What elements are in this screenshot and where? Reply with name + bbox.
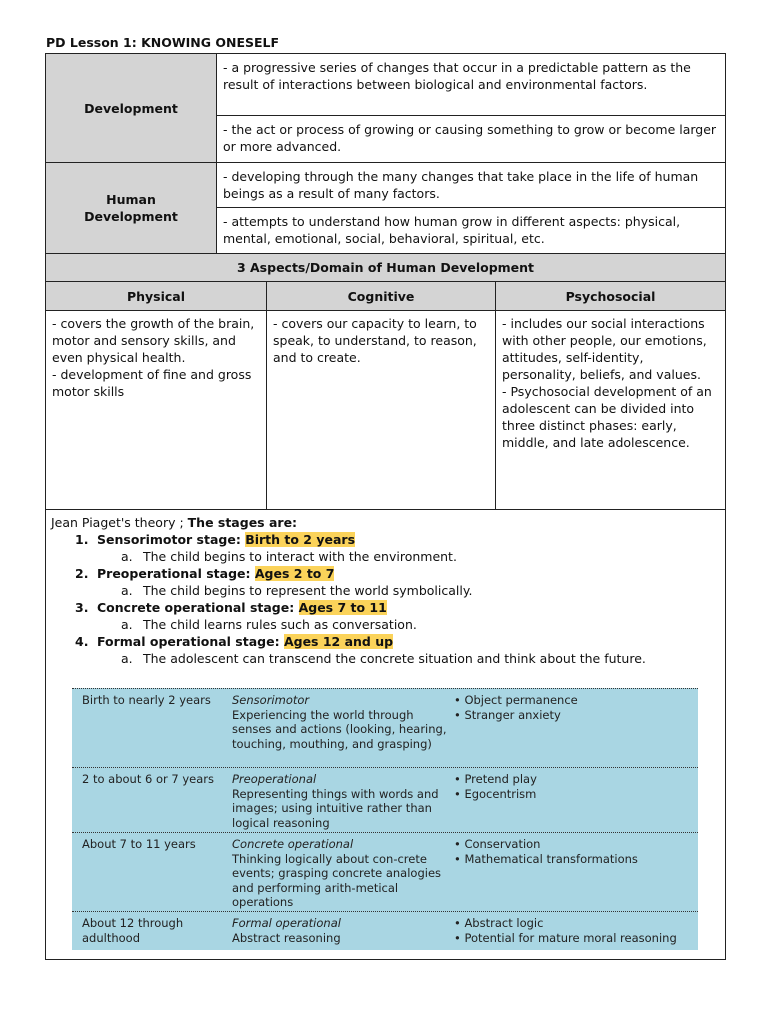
- stage-number: 3.: [75, 600, 89, 615]
- stage-age-highlight: Ages 2 to 7: [254, 566, 335, 581]
- table-trait: • Object permanence: [454, 693, 578, 707]
- stage-description: The child learns rules such as conversation.: [143, 617, 417, 632]
- stage-item: [75, 599, 721, 616]
- table-age: About 12 through adulthood: [82, 916, 184, 945]
- definition-development-2: - the act or process of growing or causing something to grow or become larger or more advanced.: [216, 115, 726, 163]
- aspect-physical-text: - covers the growth of the brain, motor and sensory skills, and even physical health. - development of fine and gross motor skills: [45, 310, 267, 510]
- piaget-stage-table: [72, 688, 698, 950]
- table-traits: [454, 772, 694, 801]
- aspect-header-cognitive: Cognitive: [266, 281, 496, 311]
- stage-name: Concrete operational stage:: [97, 600, 299, 615]
- document-title: PD Lesson 1: KNOWING ONESELF: [46, 35, 280, 50]
- table-trait: • Stranger anxiety: [454, 707, 561, 722]
- term-human-development: Human Development: [45, 162, 217, 254]
- table-traits: [454, 693, 694, 722]
- stage-number: 4.: [75, 634, 89, 649]
- stage-name: Sensorimotor stage:: [97, 532, 246, 547]
- stage-description: The child begins to represent the world symbolically.: [143, 583, 473, 598]
- table-traits: [454, 916, 694, 945]
- sub-marker: a.: [121, 651, 133, 666]
- aspect-header-psychosocial: Psychosocial: [495, 281, 726, 311]
- stage-subitem: [121, 650, 721, 667]
- stage-description: The adolescent can transcend the concrete situation and think about the future.: [143, 651, 646, 666]
- definition-development-1: - a progressive series of changes that occur in a predictable pattern as the result of interactions between biological and environmental factors.: [216, 53, 726, 116]
- stage-subitem: [121, 548, 721, 565]
- table-row: [72, 911, 698, 950]
- sub-marker: a.: [121, 583, 133, 598]
- stage-subitem: [121, 616, 721, 633]
- piaget-intro: [51, 514, 721, 531]
- stage-age-highlight: Ages 12 and up: [283, 634, 394, 649]
- table-stage-desc: Representing things with words and images; using intuitive rather than logical reasoning: [232, 786, 439, 830]
- stage-age-highlight: Birth to 2 years: [245, 532, 356, 547]
- table-stage: [232, 837, 447, 910]
- table-stage-name: Preoperational: [232, 772, 317, 786]
- table-stage-desc: Experiencing the world through senses and actions (looking, hearing, touching, mouthing, and grasping): [232, 707, 447, 751]
- table-trait: • Egocentrism: [454, 786, 537, 801]
- stage-item: [75, 633, 721, 650]
- table-age: About 7 to 11 years: [82, 837, 196, 851]
- table-stage-desc: Abstract reasoning: [232, 930, 341, 945]
- piaget-intro-bold: The stages are:: [187, 515, 298, 530]
- table-trait: • Abstract logic: [454, 916, 544, 930]
- table-stage: [232, 693, 447, 751]
- table-trait: • Potential for mature moral reasoning: [454, 930, 677, 945]
- table-age: Birth to nearly 2 years: [82, 693, 211, 707]
- stage-item: [75, 565, 721, 582]
- table-stage-name: Sensorimotor: [232, 693, 310, 707]
- stage-age-highlight: Ages 7 to 11: [298, 600, 387, 615]
- stage-item: [75, 531, 721, 548]
- table-age: 2 to about 6 or 7 years: [82, 772, 215, 786]
- stage-number: 1.: [75, 532, 89, 547]
- sub-marker: a.: [121, 617, 133, 632]
- table-traits: [454, 837, 694, 866]
- term-development: Development: [45, 53, 217, 163]
- table-row: [72, 688, 698, 766]
- aspects-heading: 3 Aspects/Domain of Human Development: [45, 253, 726, 282]
- definition-human-development-2: - attempts to understand how human grow in different aspects: physical, mental, emotional, social, behavioral, spiritual, etc.: [216, 207, 726, 254]
- piaget-intro-text: Jean Piaget's theory ;: [51, 515, 188, 530]
- table-trait: • Conservation: [454, 837, 541, 851]
- table-stage-name: Concrete operational: [232, 837, 354, 851]
- table-trait: • Pretend play: [454, 772, 537, 786]
- stage-name: Preoperational stage:: [97, 566, 255, 581]
- aspect-psychosocial-text: - includes our social interactions with other people, our emotions, attitudes, self-identity, personality, beliefs, and values. - Psychosocial development of an adolescent can be divided into three distinct phases: early, middle, and late adolescence.: [495, 310, 726, 510]
- stage-number: 2.: [75, 566, 89, 581]
- stage-subitem: [121, 582, 721, 599]
- table-trait: • Mathematical transformations: [454, 851, 638, 866]
- stage-description: The child begins to interact with the environment.: [143, 549, 457, 564]
- stage-name: Formal operational stage:: [97, 634, 284, 649]
- table-stage-name: Formal operational: [232, 916, 341, 930]
- table-row: [72, 767, 698, 831]
- table-row: [72, 832, 698, 910]
- sub-marker: a.: [121, 549, 133, 564]
- aspect-cognitive-text: - covers our capacity to learn, to speak, to understand, to reason, and to create.: [266, 310, 496, 510]
- table-stage: [232, 772, 447, 830]
- aspect-header-physical: Physical: [45, 281, 267, 311]
- table-stage: [232, 916, 447, 945]
- table-stage-desc: Thinking logically about con-crete events; grasping concrete analogies and performing arith-metical operations: [232, 851, 442, 909]
- definition-human-development-1: - developing through the many changes that take place in the life of human beings as a result of many factors.: [216, 162, 726, 208]
- piaget-section: [51, 514, 721, 667]
